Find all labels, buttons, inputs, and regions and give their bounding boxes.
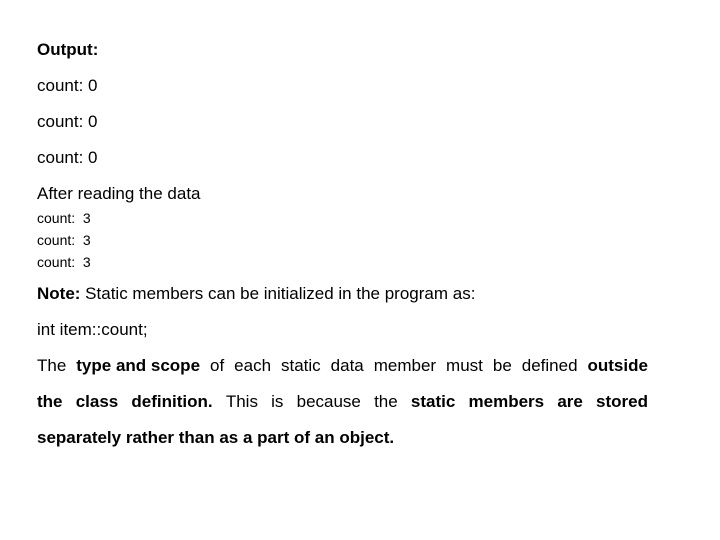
word-bold: type and scope <box>76 356 201 375</box>
word: must <box>446 356 483 375</box>
output-line-1: count: 0 <box>37 76 98 95</box>
word: because <box>296 392 361 411</box>
word-bold: stored <box>596 392 648 411</box>
count-after-3: count: 3 <box>37 254 91 270</box>
count-after-1: count: 3 <box>37 210 91 226</box>
output-heading: Output: <box>37 40 99 59</box>
word-bold: definition. <box>131 392 213 411</box>
after-reading-text: After reading the data <box>37 184 201 203</box>
word: defined <box>521 356 578 375</box>
word: member <box>373 356 437 375</box>
word: The <box>37 356 67 375</box>
word: is <box>271 392 284 411</box>
word: data <box>330 356 364 375</box>
word: the <box>374 392 398 411</box>
word: each <box>234 356 272 375</box>
output-line-3: count: 0 <box>37 148 98 167</box>
code-line: int item::count; <box>37 320 148 339</box>
note-line <box>37 284 475 304</box>
word: be <box>492 356 512 375</box>
word-bold: static <box>410 392 456 411</box>
note-label: Note: <box>37 284 81 303</box>
output-line-2: count: 0 <box>37 112 98 131</box>
word: This <box>225 392 258 411</box>
word: of <box>210 356 225 375</box>
note-text: Static members can be initialized in the program as: <box>80 284 476 303</box>
word-bold: members <box>468 392 545 411</box>
word-bold: are <box>557 392 583 411</box>
paragraph-line-2 <box>37 392 648 412</box>
word: static <box>281 356 321 375</box>
paragraph-line-3: separately rather than as a part of an object. <box>37 428 395 447</box>
count-after-2: count: 3 <box>37 232 91 248</box>
word-bold: outside <box>587 356 648 375</box>
word-bold: the <box>37 392 63 411</box>
word-bold: class <box>75 392 119 411</box>
paragraph-line-1 <box>37 356 648 376</box>
